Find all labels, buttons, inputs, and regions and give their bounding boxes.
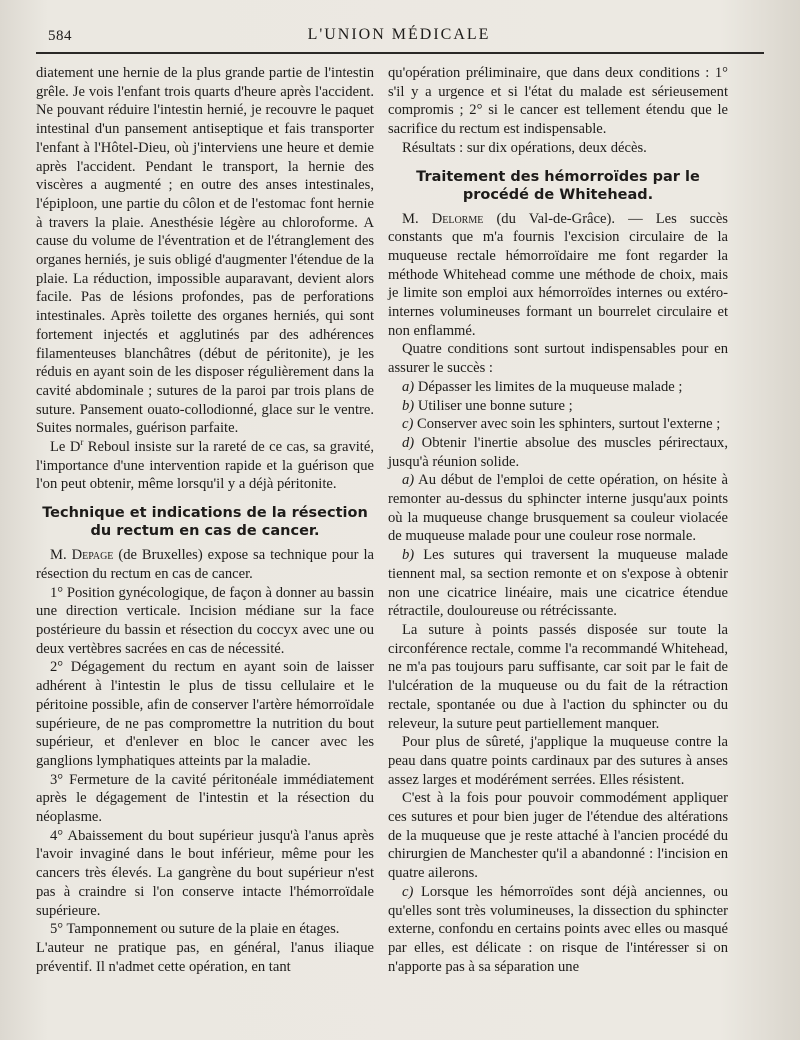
- section-title: Traitement des hémorroïdes par le procédé de Whitehead.: [416, 168, 700, 203]
- header-rule: [36, 52, 764, 54]
- list-item: [388, 546, 728, 621]
- text-run: M.: [50, 547, 72, 564]
- paragraph: diatement une hernie de la plus grande partie de l'intestin grêle. Je vois l'enfant trois quarts d'heure après l'accident. Ne pouvant réduire l'intestin hernié, je recouvre le paquet intestinal d'un pansement antiseptique et fais transporter l'enfant à l'Hôtel-Dieu, où j'interviens une heure et demie après l'accident. Pendant le transport, la hernie des viscères a augmenté ; en outre des anses intestinales, l'épiploon, une partie du côlon et de l'estomac font hernie à travers la plaie. Anesthésie légère au chloroforme. A cause du volume de l'éventration et de l'étranglement des organes herniés, je suis obligé d'augmenter l'étendue de la plaie. La réduction, impossible auparavant, devient alors facile. Pas de lésions profondes, pas de perforations intestinales. Après toilette des organes herniés, qui sont fortement injectés et agglutinés par des adhérences filamenteuses blanchâtres (début de péritonite), je les réduis en ayant soin de les disposer régulièrement dans la cavité abdominale ; sutures de la paroi par trois plans de suture. Pansement ouato-collodionné, glace sur le ventre. Suites normales, guérison parfaite.: [36, 65, 374, 437]
- text-run: (de Bruxelles) expose sa technique pour la résection du rectum en cas de cancer.: [36, 547, 374, 582]
- text-run: M.: [402, 210, 432, 227]
- list-marker: a): [402, 378, 415, 395]
- text-run: Dépasser les limites de la muqueuse malade ;: [414, 378, 683, 395]
- paragraph: [36, 546, 374, 583]
- list-marker: b): [402, 547, 415, 564]
- paragraph: qu'opération préliminaire, que dans deux conditions : 1° s'il y a urgence et si l'état du malade est sérieusement compromis ; 2° si le cancer est tellement étendu que le sacrifice du rectum est indispensable.: [388, 65, 728, 138]
- paragraph: 1° Position gynécologique, de façon à donner au bassin une direction verticale. Incision médiane sur la face postérieure du bassin et résection du coccyx avec une ou deux vertèbres sacrées en cas de nécessité.: [36, 584, 374, 657]
- list-marker: c): [402, 416, 414, 433]
- list-item: [388, 378, 728, 397]
- superscript: r: [80, 437, 84, 448]
- author-name: Delorme: [431, 210, 484, 227]
- text-run: Les sutures qui traversent la muqueuse malade tiennent mal, sa section remonte et on s'expose à obtenir non une cicatrice linéaire, mais une cicatrice étendue rétractile, douloureuse ou rétrécissante.: [388, 547, 728, 620]
- paragraph: L'auteur ne pratique pas, en général, l'anus iliaque préventif. Il n'admet cette opération, en tant: [36, 939, 374, 975]
- paragraph: 3° Fermeture de la cavité péritonéale immédiatement après le dégagement de l'intestin et la résection du néoplasme.: [36, 771, 374, 826]
- list-marker: c): [402, 883, 414, 900]
- list-item: [388, 883, 728, 977]
- text-run: Reboul insiste sur la rareté de ce cas, sa gravité, l'importance d'une intervention rapide et la guérison que l'on peut obtenir, même lorsqu'il y a déjà péritonite.: [36, 439, 374, 493]
- list-marker: a): [402, 472, 415, 489]
- right-column: [388, 64, 728, 976]
- paragraph: C'est à la fois pour pouvoir commodément appliquer ces sutures et pour bien juger de l'étendue des altérations de la muqueuse que je reste attaché à l'ancien procédé du chirurgien de Manchester qu'il a abandonné : l'incision en quatre ailerons.: [388, 790, 728, 882]
- paragraph: Pour plus de sûreté, j'applique la muqueuse contre la peau dans quatre points cardinaux par des sutures à anses assez larges et modérément serrées. Elles résistent.: [388, 734, 728, 788]
- list-item: [388, 397, 728, 416]
- list-item: [388, 415, 728, 434]
- left-column: [36, 64, 374, 976]
- list-item: [388, 434, 728, 471]
- paragraph: 4° Abaissement du bout supérieur jusqu'à l'anus après l'avoir invaginé dans le bout inférieur, même pour les cancers très élevés. La gangrène du bout supérieur n'est pas à craindre si l'on conserve intacte l'hémorroïdale supérieure.: [36, 827, 374, 919]
- paragraph: La suture à points passés disposée sur toute la circonférence rectale, comme l'a recommandé Whitehead, ne m'a pas toujours paru suffisante, car soit par le fait de l'ulcération de la muqueuse ou du fait de la rétraction rectale, spontanée ou due à l'action du sphincter ou du releveur, la suture peut partiellement manquer.: [388, 621, 728, 732]
- section-title: Technique et indications de la résection du rectum en cas de cancer.: [42, 505, 368, 540]
- running-title: L'UNION MÉDICALE: [307, 26, 491, 43]
- text-run: Utiliser une bonne suture ;: [414, 397, 573, 414]
- list-marker: b): [402, 397, 415, 414]
- paragraph: Résultats : sur dix opérations, deux décès.: [402, 139, 647, 156]
- text-run: Lorsque les hémorroïdes sont déjà anciennes, ou qu'elles sont très volumineuses, la dissection du sphincter externe, confondu en certains points avec elles ou masqué par elles, est délicate : on risque de l'intéresser si on n'apporte pas à sa séparation une: [388, 883, 728, 975]
- text-run: Conserver avec soin les sphinters, surtout l'externe ;: [413, 416, 721, 433]
- list-marker: d): [402, 434, 415, 451]
- paragraph: [36, 438, 374, 494]
- paragraph: 2° Dégagement du rectum en ayant soin de laisser adhérent à l'intestin le plus de tissu cellulaire et le péritoine possible, afin de conserver l'artère hémorroïdale supérieure, de ne pas compromettre la nutrition du bout supérieur, et d'enlever en bloc le cancer avec les ganglions lymphatiques atteints par la maladie.: [36, 659, 374, 769]
- paragraph: 5° Tamponnement ou suture de la plaie en étages.: [50, 921, 340, 938]
- text-run: Obtenir l'inertie absolue des muscles périrectaux, jusqu'à réunion solide.: [388, 434, 728, 470]
- page-number: 584: [48, 28, 72, 44]
- page-header: [38, 24, 760, 50]
- text-run: (du Val-de-Grâce). — Les succès constants que m'a fournis l'excision circulaire de la muqueuse rectale hémorroïdaire me font regarder la méthode Whitehead comme une méthode de choix, mais je limite son emploi aux hémorroïdes internes ou extéro-internes volumineuses formant un bourrelet circulaire et non enflammé.: [388, 210, 728, 339]
- list-item: [388, 471, 728, 546]
- text-run: Le D: [50, 439, 81, 456]
- author-name: Depage: [71, 547, 114, 564]
- text-run: Au début de l'emploi de cette opération, on hésite à remonter au-dessus du sphincter interne jusqu'aux points où la muqueuse change brusquement sa couleur violacée de muqueuse malade pour une couleur rose normale.: [388, 472, 728, 545]
- paragraph: Quatre conditions sont surtout indispensables pour en assurer le succès :: [388, 341, 728, 377]
- paragraph: [388, 210, 728, 341]
